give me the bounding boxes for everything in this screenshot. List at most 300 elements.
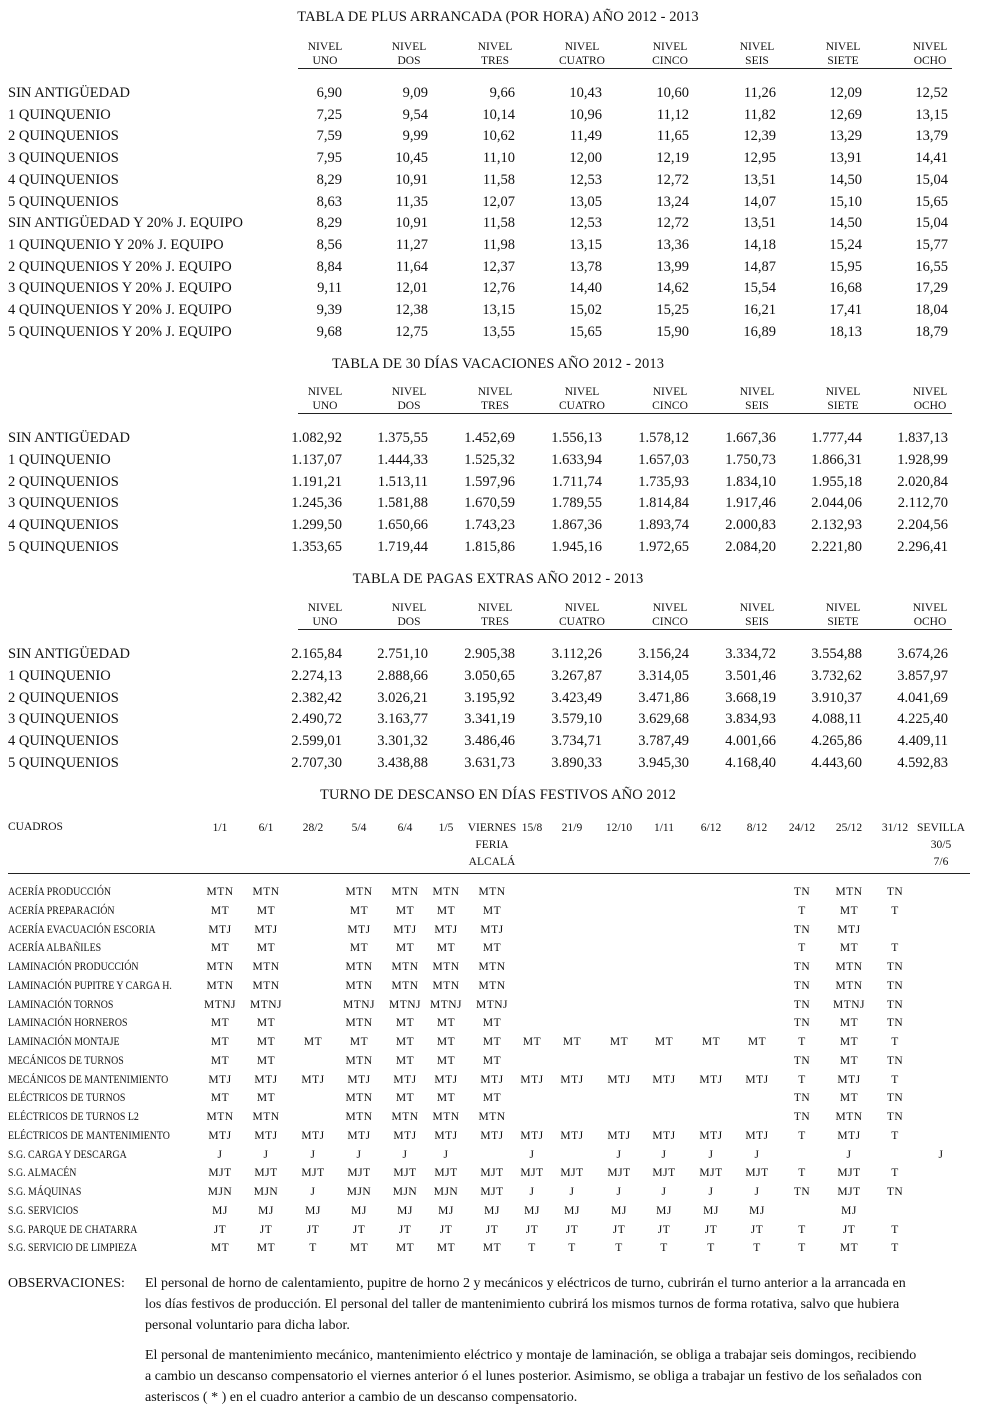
shift-cell: MT: [395, 942, 415, 955]
shift-cell: MT: [839, 904, 859, 917]
cell-value: 3.945,30: [638, 755, 689, 771]
cell-value: 2.296,41: [897, 539, 948, 555]
row-label: LAMINACIÓN HORNEROS: [8, 1017, 128, 1030]
cell-value: 1.650,66: [377, 517, 428, 534]
date-header-line: 31/12: [881, 822, 909, 834]
shift-cell: TN: [793, 923, 811, 936]
shift-cell: MT: [256, 1242, 276, 1255]
cell-value: 11,58: [482, 171, 515, 188]
cell-value: 15,10: [829, 193, 862, 210]
shift-cell: MT: [482, 1092, 502, 1105]
shift-cell: MTNJ: [832, 998, 866, 1011]
cell-value: 1.245,36: [291, 495, 342, 512]
cell-value: 2.221,80: [811, 539, 862, 555]
shift-cell: MJ: [484, 1204, 500, 1217]
row-label: ACERÍA PRODUCCIÓN: [8, 886, 112, 898]
cell-value: 13,29: [829, 128, 862, 145]
column-header: [628, 601, 712, 629]
shift-cell: MT: [701, 1036, 721, 1048]
cell-value: 11,82: [743, 106, 776, 123]
shift-cell: J: [616, 1148, 622, 1161]
cell-value: 9,39: [316, 302, 342, 318]
shift-cell: MT: [482, 942, 502, 955]
shift-cell: MTJ: [745, 1073, 769, 1086]
turno-row: [8, 1224, 978, 1243]
cell-value: 18,79: [915, 323, 948, 340]
cell-value: 3.163,77: [377, 711, 428, 728]
cell-value: 12,69: [829, 106, 862, 123]
shift-cell: MT: [839, 1017, 859, 1030]
column-header-line: NIVEL: [307, 41, 343, 53]
shift-cell: JT: [213, 1223, 227, 1236]
shift-cell: MTJ: [480, 1129, 504, 1142]
shift-cell: MT: [395, 1242, 415, 1255]
cell-value: 1.815,86: [464, 539, 515, 555]
turno-row: [8, 942, 978, 961]
cell-value: 16,68: [829, 280, 862, 297]
cell-value: 8,84: [316, 258, 342, 275]
date-header-line: 12/10: [605, 822, 633, 834]
column-header: [888, 601, 972, 629]
shift-cell: T: [891, 1167, 899, 1180]
cell-value: 11,26: [743, 85, 776, 101]
column-header-line: UNO: [312, 616, 338, 628]
shift-cell: TN: [886, 1186, 904, 1198]
cell-value: 14,62: [656, 280, 689, 297]
shift-cell: J: [754, 1186, 760, 1198]
cell-value: 8,29: [316, 215, 342, 232]
column-header: [715, 385, 799, 413]
date-header-line: 6/1: [258, 822, 274, 834]
cell-value: 4.592,83: [897, 755, 948, 771]
turno-row: [8, 1111, 978, 1130]
date-header-line: 6/4: [397, 822, 413, 834]
shift-cell: MT: [349, 904, 369, 917]
table-row: [8, 755, 968, 775]
turno-row: [8, 1017, 978, 1036]
shift-cell: JT: [750, 1223, 764, 1236]
cell-value: 12,76: [482, 280, 515, 297]
shift-cell: T: [615, 1242, 623, 1255]
cell-value: 1.633,94: [551, 451, 602, 468]
cell-value: 13,79: [915, 128, 948, 145]
table-row: [8, 128, 968, 148]
turno-row: [8, 1242, 978, 1261]
shift-cell: MTJ: [254, 1073, 278, 1086]
shift-cell: MTN: [252, 1111, 280, 1123]
cell-value: 3.834,93: [725, 711, 776, 728]
shift-cell: MT: [256, 1092, 276, 1105]
table-row: [8, 324, 968, 344]
row-label: SIN ANTIGÜEDAD Y 20% J. EQUIPO: [8, 215, 243, 232]
shift-cell: MTJ: [347, 1129, 371, 1142]
column-header-line: TRES: [480, 400, 510, 412]
shift-cell: MTNJ: [342, 998, 376, 1011]
shift-cell: MTN: [478, 1111, 506, 1123]
shift-cell: MTJ: [607, 1129, 631, 1142]
column-header-line: NIVEL: [825, 602, 861, 614]
row-label: 3 QUINQUENIOS Y 20% J. EQUIPO: [8, 280, 232, 297]
cell-value: 7,25: [316, 106, 342, 123]
shift-cell: MTN: [206, 979, 234, 992]
cell-value: 3.857,97: [897, 667, 948, 684]
cell-value: 3.195,92: [464, 689, 515, 706]
table-row: [8, 259, 968, 279]
column-header-line: TRES: [480, 55, 510, 67]
shift-cell: MJT: [837, 1186, 861, 1198]
cell-value: 3.341,19: [464, 711, 515, 728]
shift-cell: JT: [439, 1223, 453, 1236]
shift-cell: MTJ: [699, 1129, 723, 1142]
column-header: [283, 40, 367, 68]
column-header: [715, 601, 799, 629]
shift-cell: MTJ: [301, 1129, 325, 1142]
cell-value: 11,65: [656, 128, 689, 145]
column-header: [801, 40, 885, 68]
cell-value: 9,68: [316, 323, 342, 340]
shift-cell: MTJ: [393, 1129, 417, 1142]
header-rule: [298, 68, 952, 69]
shift-cell: JT: [398, 1223, 412, 1236]
column-header: [888, 385, 972, 413]
column-header: [283, 601, 367, 629]
turno-row: [8, 1130, 978, 1149]
cell-value: 15,54: [743, 280, 776, 297]
table-row: [8, 172, 968, 192]
column-header-line: NIVEL: [912, 602, 948, 614]
header-rule: [298, 413, 952, 414]
shift-cell: MT: [839, 1242, 859, 1255]
column-header-line: CINCO: [652, 400, 688, 412]
row-label: LAMINACIÓN PRODUCCIÓN: [8, 961, 139, 973]
cell-value: 13,78: [569, 258, 602, 275]
cell-value: 14,50: [829, 215, 862, 232]
table-title: TABLA DE PAGAS EXTRAS AÑO 2012 - 2013: [352, 571, 644, 587]
cell-value: 12,38: [395, 302, 428, 318]
cell-value: 2.000,83: [725, 517, 776, 534]
row-label: LAMINACIÓN MONTAJE: [8, 1036, 120, 1048]
cell-value: 3.579,10: [551, 711, 602, 728]
shift-cell: MTN: [432, 979, 460, 992]
column-header-line: NIVEL: [477, 386, 513, 398]
date-header-line: 5/4: [351, 822, 367, 834]
column-header-line: NIVEL: [564, 386, 600, 398]
shift-cell: MJ: [212, 1204, 228, 1217]
shift-cell: MT: [395, 1092, 415, 1105]
shift-cell: T: [798, 1242, 806, 1255]
cell-value: 11,12: [656, 106, 689, 123]
shift-cell: MJN: [346, 1186, 372, 1198]
shift-cell: MTN: [835, 979, 863, 992]
shift-cell: MT: [256, 1054, 276, 1067]
table-row: [8, 733, 968, 753]
row-label: 5 QUINQUENIOS: [8, 539, 119, 555]
row-label: S.G. SERVICIO DE LIMPIEZA: [8, 1242, 138, 1255]
shift-cell: T: [753, 1242, 761, 1255]
row-label: SIN ANTIGÜEDAD: [8, 85, 131, 101]
shift-cell: MT: [609, 1036, 629, 1048]
cell-value: 1.353,65: [291, 539, 342, 555]
shift-cell: J: [529, 1148, 535, 1161]
row-label: S.G. ALMACÉN: [8, 1167, 77, 1180]
shift-cell: MT: [654, 1036, 674, 1048]
cell-value: 4.168,40: [725, 755, 776, 771]
shift-cell: J: [754, 1148, 760, 1161]
cell-value: 3.732,62: [811, 667, 862, 684]
cell-value: 10,62: [482, 128, 515, 145]
shift-cell: MTN: [345, 886, 373, 898]
cell-value: 1.867,36: [551, 517, 602, 534]
paragraph-line: El personal de mantenimiento mecánico, mantenimiento eléctrico y montaje de laminación, se obliga a trabajar seis domingos, recibiendo: [145, 1348, 917, 1363]
shift-cell: MT: [395, 1036, 415, 1048]
shift-cell: MTJ: [837, 923, 861, 936]
cell-value: 13,15: [915, 106, 948, 123]
cell-value: 1.525,32: [464, 451, 515, 468]
row-label: 3 QUINQUENIOS: [8, 495, 119, 512]
cell-value: 11,58: [482, 215, 515, 232]
cell-value: 18,13: [829, 323, 862, 340]
shift-cell: MJT: [837, 1167, 861, 1180]
shift-cell: MJ: [397, 1204, 413, 1217]
cell-value: 2.599,01: [291, 733, 342, 750]
shift-cell: MT: [349, 1036, 369, 1048]
cell-value: 1.513,11: [377, 473, 428, 490]
row-label: S.G. SERVICIOS: [8, 1204, 79, 1217]
shift-cell: MT: [839, 1036, 859, 1048]
shift-cell: MJT: [208, 1167, 232, 1180]
cell-value: 1.452,69: [464, 430, 515, 446]
shift-cell: MJT: [393, 1167, 417, 1180]
cell-value: 9,11: [317, 280, 342, 297]
shift-cell: MT: [256, 1017, 276, 1030]
cell-value: 14,18: [743, 236, 776, 253]
shift-cell: T: [891, 1223, 899, 1236]
shift-cell: MT: [256, 942, 276, 955]
cell-value: 14,40: [569, 280, 602, 297]
cell-value: 12,75: [395, 323, 428, 340]
table-row: [8, 107, 968, 127]
shift-cell: TN: [793, 1111, 811, 1123]
column-header-line: NIVEL: [739, 41, 775, 53]
cell-value: 15,02: [569, 302, 602, 318]
shift-cell: MJT: [560, 1167, 584, 1180]
cell-value: 10,96: [569, 106, 602, 123]
date-header-line: 21/9: [561, 822, 583, 834]
cell-value: 15,65: [569, 323, 602, 340]
shift-cell: MTJ: [347, 923, 371, 936]
cell-value: 3.112,26: [551, 646, 602, 662]
cell-value: 12,01: [395, 280, 428, 297]
cell-value: 7,59: [316, 128, 342, 145]
column-header: [540, 601, 624, 629]
cell-value: 1.711,74: [551, 473, 602, 490]
column-header: [628, 385, 712, 413]
cell-value: 2.084,20: [725, 539, 776, 555]
cell-value: 3.438,88: [377, 755, 428, 771]
shift-cell: MTJ: [208, 1129, 232, 1142]
turno-row: [8, 924, 978, 943]
column-header-line: OCHO: [913, 55, 947, 67]
cell-value: 13,51: [743, 171, 776, 188]
shift-cell: MT: [839, 1054, 859, 1067]
turno-row: [8, 1074, 978, 1093]
table-row: [8, 194, 968, 214]
cell-value: 13,99: [656, 258, 689, 275]
cell-value: 3.554,88: [811, 646, 862, 662]
row-label: 2 QUINQUENIOS: [8, 473, 119, 490]
shift-cell: TN: [793, 1092, 811, 1105]
shift-cell: T: [798, 1129, 806, 1142]
shift-cell: MTN: [206, 1111, 234, 1123]
column-header-line: CINCO: [652, 55, 688, 67]
shift-cell: TN: [886, 979, 904, 992]
column-header: [367, 40, 451, 68]
shift-cell: T: [891, 1129, 899, 1142]
shift-cell: MJ: [258, 1204, 274, 1217]
shift-cell: J: [938, 1148, 944, 1161]
table-row: [8, 280, 968, 300]
shift-cell: MTN: [345, 1017, 373, 1030]
shift-cell: TN: [793, 979, 811, 992]
cell-value: 1.743,23: [464, 517, 515, 534]
shift-cell: MJT: [347, 1167, 371, 1180]
row-label: 5 QUINQUENIOS: [8, 755, 119, 771]
shift-cell: MT: [210, 1242, 230, 1255]
cell-value: 12,39: [743, 128, 776, 145]
column-header-line: NIVEL: [825, 41, 861, 53]
row-label: LAMINACIÓN PUPITRE Y CARGA H.: [8, 979, 172, 992]
cell-value: 15,24: [829, 236, 862, 253]
shift-cell: MTN: [432, 886, 460, 898]
cell-value: 11,27: [395, 236, 428, 253]
date-header-line: 7/6: [933, 856, 949, 868]
cell-value: 10,91: [395, 215, 428, 232]
shift-cell: J: [356, 1148, 362, 1161]
table-row: [8, 539, 968, 559]
cell-value: 9,66: [489, 85, 515, 101]
shift-cell: MTNJ: [429, 998, 463, 1011]
cell-value: 11,49: [569, 128, 602, 145]
shift-cell: T: [568, 1242, 576, 1255]
column-header: [283, 385, 367, 413]
cell-value: 1.945,16: [551, 539, 602, 555]
shift-cell: MJ: [656, 1204, 672, 1217]
shift-cell: MTJ: [254, 923, 278, 936]
shift-cell: MJN: [392, 1186, 418, 1198]
shift-cell: MTJ: [652, 1073, 676, 1086]
cell-value: 12,52: [915, 85, 948, 101]
shift-cell: MJ: [305, 1204, 321, 1217]
shift-cell: MTJ: [393, 1073, 417, 1086]
cell-value: 1.777,44: [811, 430, 862, 446]
shift-cell: MT: [395, 1017, 415, 1030]
turno-row: [8, 1205, 978, 1224]
shift-cell: TN: [793, 886, 811, 898]
cell-value: 1.578,12: [638, 430, 689, 446]
shift-cell: J: [402, 1148, 408, 1161]
shift-cell: MTN: [391, 961, 419, 973]
shift-cell: MTJ: [699, 1073, 723, 1086]
shift-cell: MTJ: [434, 1073, 458, 1086]
cell-value: 13,05: [569, 193, 602, 210]
shift-cell: MTJ: [560, 1129, 584, 1142]
cell-value: 6,90: [316, 85, 342, 101]
shift-cell: JT: [565, 1223, 579, 1236]
column-header: [801, 385, 885, 413]
cell-value: 15,25: [656, 302, 689, 318]
cell-value: 11,64: [395, 258, 428, 275]
cell-value: 8,63: [316, 193, 342, 210]
row-label: ELÉCTRICOS DE MANTENIMIENTO: [8, 1129, 170, 1142]
shift-cell: MTN: [391, 979, 419, 992]
row-label: ACERÍA EVACUACIÓN ESCORIA: [8, 923, 156, 936]
shift-cell: MTN: [835, 961, 863, 973]
cell-value: 15,65: [915, 193, 948, 210]
cell-value: 3.486,46: [464, 733, 515, 750]
cell-value: 9,54: [402, 106, 428, 123]
shift-cell: J: [846, 1148, 852, 1161]
shift-cell: MTN: [252, 961, 280, 973]
shift-cell: MT: [482, 904, 502, 917]
shift-cell: MTJ: [520, 1129, 544, 1142]
cell-value: 1.972,65: [638, 539, 689, 555]
shift-cell: T: [891, 1073, 899, 1086]
cell-value: 3.050,65: [464, 667, 515, 684]
column-header-line: DOS: [397, 616, 421, 628]
shift-cell: T: [798, 1073, 806, 1086]
shift-cell: MTNJ: [249, 998, 283, 1011]
shift-cell: MJN: [207, 1186, 233, 1198]
shift-cell: MT: [210, 942, 230, 955]
cell-value: 8,29: [316, 171, 342, 188]
turno-row: [8, 1055, 978, 1074]
shift-cell: J: [263, 1148, 269, 1161]
column-header: [715, 40, 799, 68]
table-row: [8, 150, 968, 170]
shift-cell: MT: [747, 1036, 767, 1048]
shift-cell: T: [891, 1242, 899, 1255]
shift-cell: MT: [395, 904, 415, 917]
cell-value: 3.631,73: [464, 755, 515, 771]
cell-value: 17,41: [829, 302, 862, 318]
row-label: 5 QUINQUENIOS Y 20% J. EQUIPO: [8, 323, 232, 340]
cell-value: 10,91: [395, 171, 428, 188]
cell-value: 1.917,46: [725, 495, 776, 512]
shift-cell: TN: [886, 998, 904, 1011]
shift-cell: MT: [436, 942, 456, 955]
cell-value: 1.581,88: [377, 495, 428, 512]
row-label: 1 QUINQUENIO Y 20% J. EQUIPO: [8, 236, 224, 253]
cell-value: 11,10: [482, 150, 515, 167]
cell-value: 14,07: [743, 193, 776, 210]
column-header-line: NIVEL: [307, 602, 343, 614]
shift-cell: MT: [256, 904, 276, 917]
shift-cell: J: [661, 1148, 667, 1161]
shift-cell: MTJ: [347, 1073, 371, 1086]
shift-cell: MJ: [749, 1204, 765, 1217]
table-row: [8, 690, 968, 710]
shift-cell: TN: [886, 886, 904, 898]
shift-cell: MTJ: [434, 923, 458, 936]
date-header-line: 28/2: [302, 822, 324, 834]
shift-cell: JT: [306, 1223, 320, 1236]
shift-cell: MJN: [253, 1186, 279, 1198]
shift-cell: MT: [210, 904, 230, 917]
row-label: 2 QUINQUENIOS Y 20% J. EQUIPO: [8, 258, 232, 275]
cell-value: 2.165,84: [291, 646, 342, 662]
column-header-line: NIVEL: [391, 386, 427, 398]
column-header-line: DOS: [397, 400, 421, 412]
